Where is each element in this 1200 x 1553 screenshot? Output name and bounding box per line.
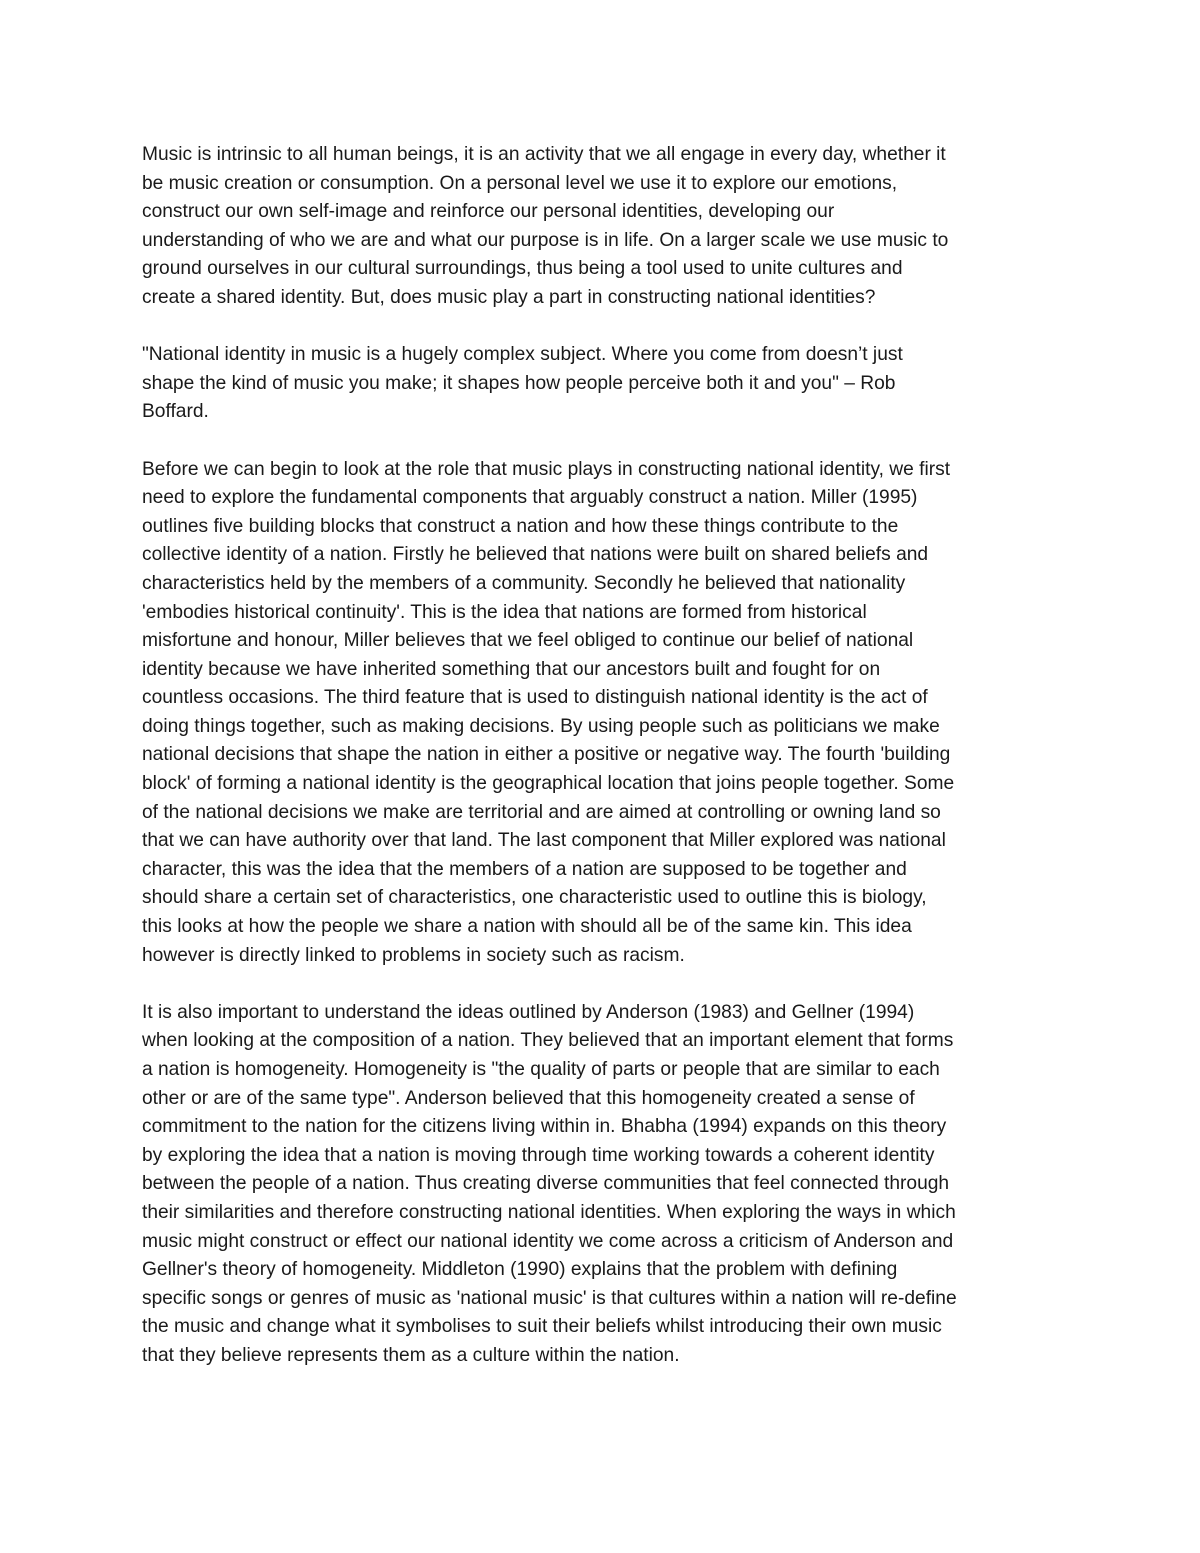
text-line: of the national decisions we make are territorial and are aimed at controlling or owning land so	[142, 801, 941, 823]
paragraph-intro	[142, 141, 1064, 313]
paragraph-homogeneity	[142, 999, 1064, 1371]
text-line: other or are of the same type". Anderson believed that this homogeneity created a sense of	[142, 1087, 915, 1109]
text-line: music might construct or effect our national identity we come across a criticism of Anderson and	[142, 1230, 954, 1252]
text-line: between the people of a nation. Thus creating diverse communities that feel connected through	[142, 1173, 950, 1195]
text-line: when looking at the composition of a nation. They believed that an important element that forms	[142, 1030, 954, 1052]
text-line: specific songs or genres of music as 'national music' is that cultures within a nation will re-define	[142, 1287, 957, 1309]
text-line: by exploring the idea that a nation is moving through time working towards a coherent identity	[142, 1144, 935, 1166]
text-line: however is directly linked to problems in society such as racism.	[142, 944, 685, 966]
text-line: countless occasions. The third feature that is used to distinguish national identity is the act of	[142, 687, 928, 709]
text-line: block' of forming a national identity is the geographical location that joins people together. Some	[142, 773, 955, 795]
text-line: characteristics held by the members of a community. Secondly he believed that nationality	[142, 572, 906, 594]
text-line: doing things together, such as making decisions. By using people such as politicians we make	[142, 715, 940, 737]
text-line: collective identity of a nation. Firstly he believed that nations were built on shared beliefs and	[142, 544, 929, 566]
text-line: ground ourselves in our cultural surroundings, thus being a tool used to unite cultures and	[142, 258, 903, 280]
text-line: need to explore the fundamental components that arguably construct a nation. Miller (1995)	[142, 487, 918, 509]
text-line: identity because we have inherited something that our ancestors built and fought for on	[142, 658, 881, 680]
text-line: 'embodies historical continuity'. This is the idea that nations are formed from historical	[142, 601, 867, 623]
text-line: create a shared identity. But, does music play a part in constructing national identities?	[142, 286, 876, 308]
text-line: Gellner's theory of homogeneity. Middleton (1990) explains that the problem with defining	[142, 1259, 898, 1281]
text-line: their similarities and therefore constructing national identities. When exploring the ways in which	[142, 1201, 956, 1223]
text-line: that we can have authority over that land. The last component that Miller explored was national	[142, 830, 946, 852]
text-line: national decisions that shape the nation in either a positive or negative way. The fourth 'building	[142, 744, 951, 766]
text-line: shape the kind of music you make; it shapes how people perceive both it and you" – Rob	[142, 372, 896, 394]
text-line: Before we can begin to look at the role that music plays in constructing national identity, we first	[142, 458, 951, 480]
paragraph-miller	[142, 456, 1064, 971]
text-line: Music is intrinsic to all human beings, it is an activity that we all engage in every day, whether it	[142, 144, 946, 165]
text-line: understanding of who we are and what our purpose is in life. On a larger scale we use music to	[142, 229, 949, 251]
document-body	[142, 141, 1064, 1399]
text-line: this looks at how the people we share a nation with should all be of the same kin. This idea	[142, 916, 912, 938]
text-line: construct our own self-image and reinforce our personal identities, developing our	[142, 201, 835, 223]
paragraph-quote	[142, 341, 1064, 427]
text-line: misfortune and honour, Miller believes that we feel obliged to continue our belief of national	[142, 630, 914, 652]
text-line: "National identity in music is a hugely complex subject. Where you come from doesn’t just	[142, 344, 903, 366]
text-line: that they believe represents them as a culture within the nation.	[142, 1344, 680, 1366]
text-line: commitment to the nation for the citizens living within in. Bhabha (1994) expands on this theory	[142, 1116, 947, 1138]
text-line: It is also important to understand the ideas outlined by Anderson (1983) and Gellner (1994)	[142, 1001, 915, 1023]
text-line: should share a certain set of characteristics, one characteristic used to outline this is biology,	[142, 887, 927, 909]
text-line: the music and change what it symbolises to suit their beliefs whilst introducing their own music	[142, 1316, 942, 1338]
text-line: Boffard.	[142, 401, 209, 423]
text-line: outlines five building blocks that construct a nation and how these things contribute to the	[142, 515, 899, 537]
text-line: character, this was the idea that the members of a nation are supposed to be together and	[142, 858, 907, 880]
text-line: be music creation or consumption. On a personal level we use it to explore our emotions,	[142, 172, 898, 194]
text-line: a nation is homogeneity. Homogeneity is "the quality of parts or people that are similar to each	[142, 1059, 940, 1080]
